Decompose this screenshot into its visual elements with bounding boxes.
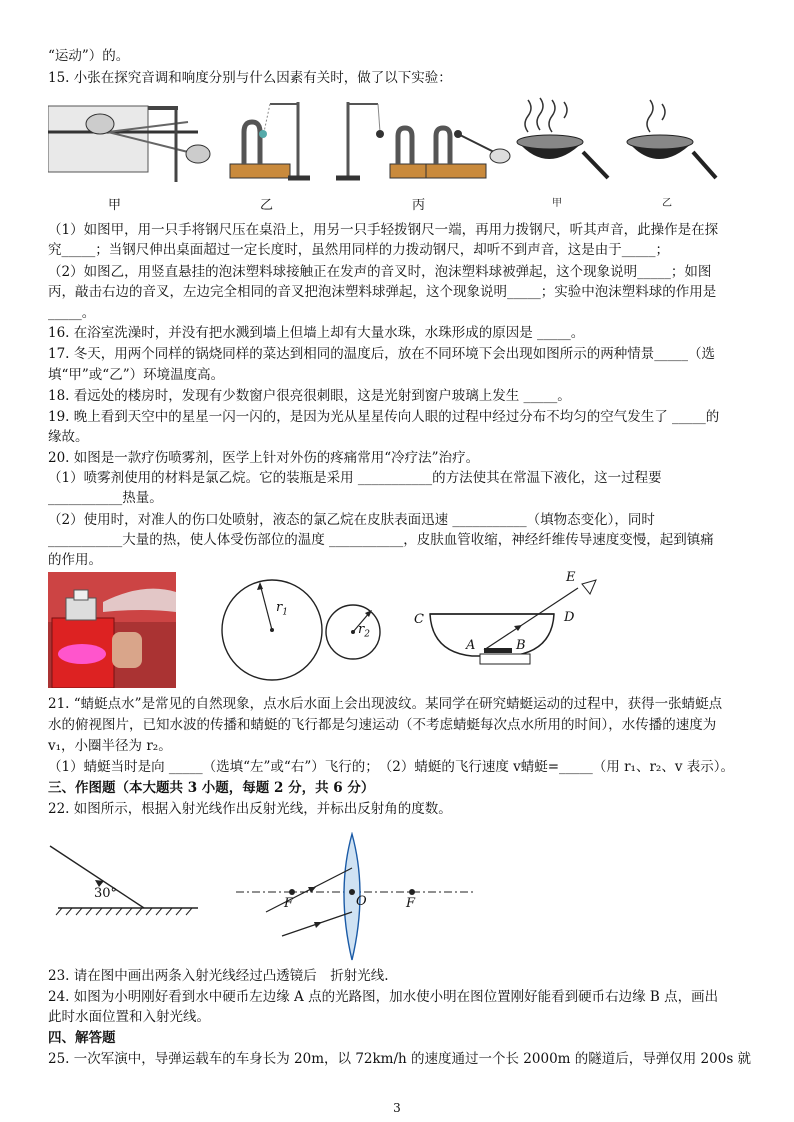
section-heading: 三、作图题（本大题共 3 小题，每题 2 分，共 6 分） [48, 780, 375, 796]
label-A: A [466, 638, 476, 653]
question-20: 20. 如图是一款疗伤喷雾剂，医学上针对外伤的疼痛常用“冷疗法”治疗。 [48, 450, 480, 466]
text-line: 此时水面位置和入射光线。 [48, 1009, 210, 1025]
label-E: E [566, 570, 576, 585]
section-heading: 四、解答题 [48, 1030, 116, 1046]
text-line: 填“甲”或“乙”）环境温度高。 [48, 367, 225, 383]
text-line: ___________热量。 [48, 490, 163, 506]
page-number: 3 [393, 1101, 401, 1115]
question-19: 19. 晚上看到天空中的星星一闪一闪的，是因为光从星星传向人眼的过程中经过分布不均匀的空气发生了 _____的 [48, 409, 720, 425]
spray-can-photo [48, 572, 178, 688]
caption-jia-wok: 甲 [552, 198, 562, 209]
two-tuning-forks-figure [336, 102, 510, 178]
text-line: ___________大量的热，使人体受伤部位的温度 ___________，皮肤血管收缩，神经纤维传导速度变慢，起到镇痛 [48, 532, 714, 548]
mirror-reflection-figure [48, 840, 208, 916]
question-21: 21. “蜻蜓点水”是常见的自然现象，点水后水面上会出现波纹。某同学在研究蜻蜓运动的过程中，获得一张蜻蜓点 [48, 696, 723, 712]
text-line: （1）喷雾剂使用的材料是氯乙烷。它的装瓶是采用 ___________的方法使其在常温下液化，这一过程要 [48, 470, 662, 486]
label-F-right: F [406, 896, 416, 911]
text-line: （2）如图乙，用竖直悬挂的泡沫塑料球接触正在发声的音叉时，泡沫塑料球被弹起，这个现象说明_____；如图 [48, 264, 712, 280]
question-24: 24. 如图为小明刚好看到水中硬币左边缘 A 点的光路图，加水使小明在图位置刚好能看到硬币右边缘 B 点，画出 [48, 989, 719, 1005]
text-line: 缘故。 [48, 429, 89, 445]
label-F-left: F [284, 896, 294, 911]
text-line: 究_____；当钢尺伸出桌面超过一定长度时，虽然用同样的力拨动钢尺，却听不到声音，这是由于_____； [48, 242, 669, 258]
text-line: 的作用。 [48, 552, 102, 568]
question-23: 23. 请在图中画出两条入射光线经过凸透镜后 折射光线. [48, 968, 389, 984]
caption-bing: 丙 [412, 198, 426, 213]
text-line: （1）如图甲，用一只手将钢尺压在桌沿上，用另一只手轻拨钢尺一端，再用力拨钢尺，听其声音，此操作是在探 [48, 222, 719, 238]
text-line: 水的俯视图片，已知水波的传播和蜻蜓的飞行都是匀速运动（不考虑蜻蜓每次点水所用的时间），水传播的速度为 [48, 717, 717, 733]
wok-figures [517, 98, 716, 178]
text-line: v₁，小圈半径为 r₂。 [48, 738, 172, 754]
question-16: 16. 在浴室洗澡时，并没有把水溅到墙上但墙上却有大量水珠，水珠形成的原因是 _____。 [48, 325, 585, 341]
caption-jia: 甲 [108, 198, 122, 213]
text-line: “运动”）的。 [48, 48, 130, 64]
label-r2: $r_2$ [358, 622, 370, 640]
coin-bowl-figure [410, 572, 610, 672]
label-C: C [414, 612, 424, 627]
question-15: 15. 小张在探究音调和响度分别与什么因素有关时，做了以下实验： [48, 70, 452, 86]
label-B: B [516, 638, 526, 653]
text-line: （1）蜻蜓当时是向 _____（选填“左”或“右”）飞行的； （2）蜻蜓的飞行速度 v蜻蜓=_____（用 r₁、r₂、v 表示）。 [48, 759, 734, 775]
question-18: 18. 看远处的楼房时，发现有少数窗户很亮很刺眼，这是光射到窗户玻璃上发生 _____。 [48, 388, 571, 404]
caption-yi-wok: 乙 [662, 198, 672, 209]
question-22: 22. 如图所示，根据入射光线作出反射光线，并标出反射角的度数。 [48, 801, 452, 817]
text-line: _____。 [48, 305, 96, 321]
question-25: 25. 一次军演中，导弹运载车的车身长为 20m，以 72km/h 的速度通过一个长 2000m 的隧道后，导弹仅用 200s 就 [48, 1051, 752, 1067]
question-17: 17. 冬天，用两个同样的锅烧同样的菜达到相同的温度后，放在不同环境下会出现如图所示的两种情景_____（选 [48, 346, 716, 362]
label-D: D [564, 610, 575, 625]
text-line: （2）使用时，对准人的伤口处喷射，液态的氯乙烷在皮肤表面迅速 ___________（填物态变化），同时 [48, 512, 655, 528]
caption-yi: 乙 [260, 198, 274, 213]
label-r1: $r_1$ [276, 600, 288, 618]
label-O: O [356, 894, 367, 909]
tuning-fork-ball-figure [230, 102, 310, 178]
ruler-table-figure [48, 106, 210, 182]
text-line: 丙，敲击右边的音叉，左边完全相同的音叉把泡沫塑料球弹起，这个现象说明_____；实验中泡沫塑料球的作用是 [48, 284, 717, 300]
label-angle: 30° [94, 886, 118, 901]
q15-figures [48, 92, 748, 192]
